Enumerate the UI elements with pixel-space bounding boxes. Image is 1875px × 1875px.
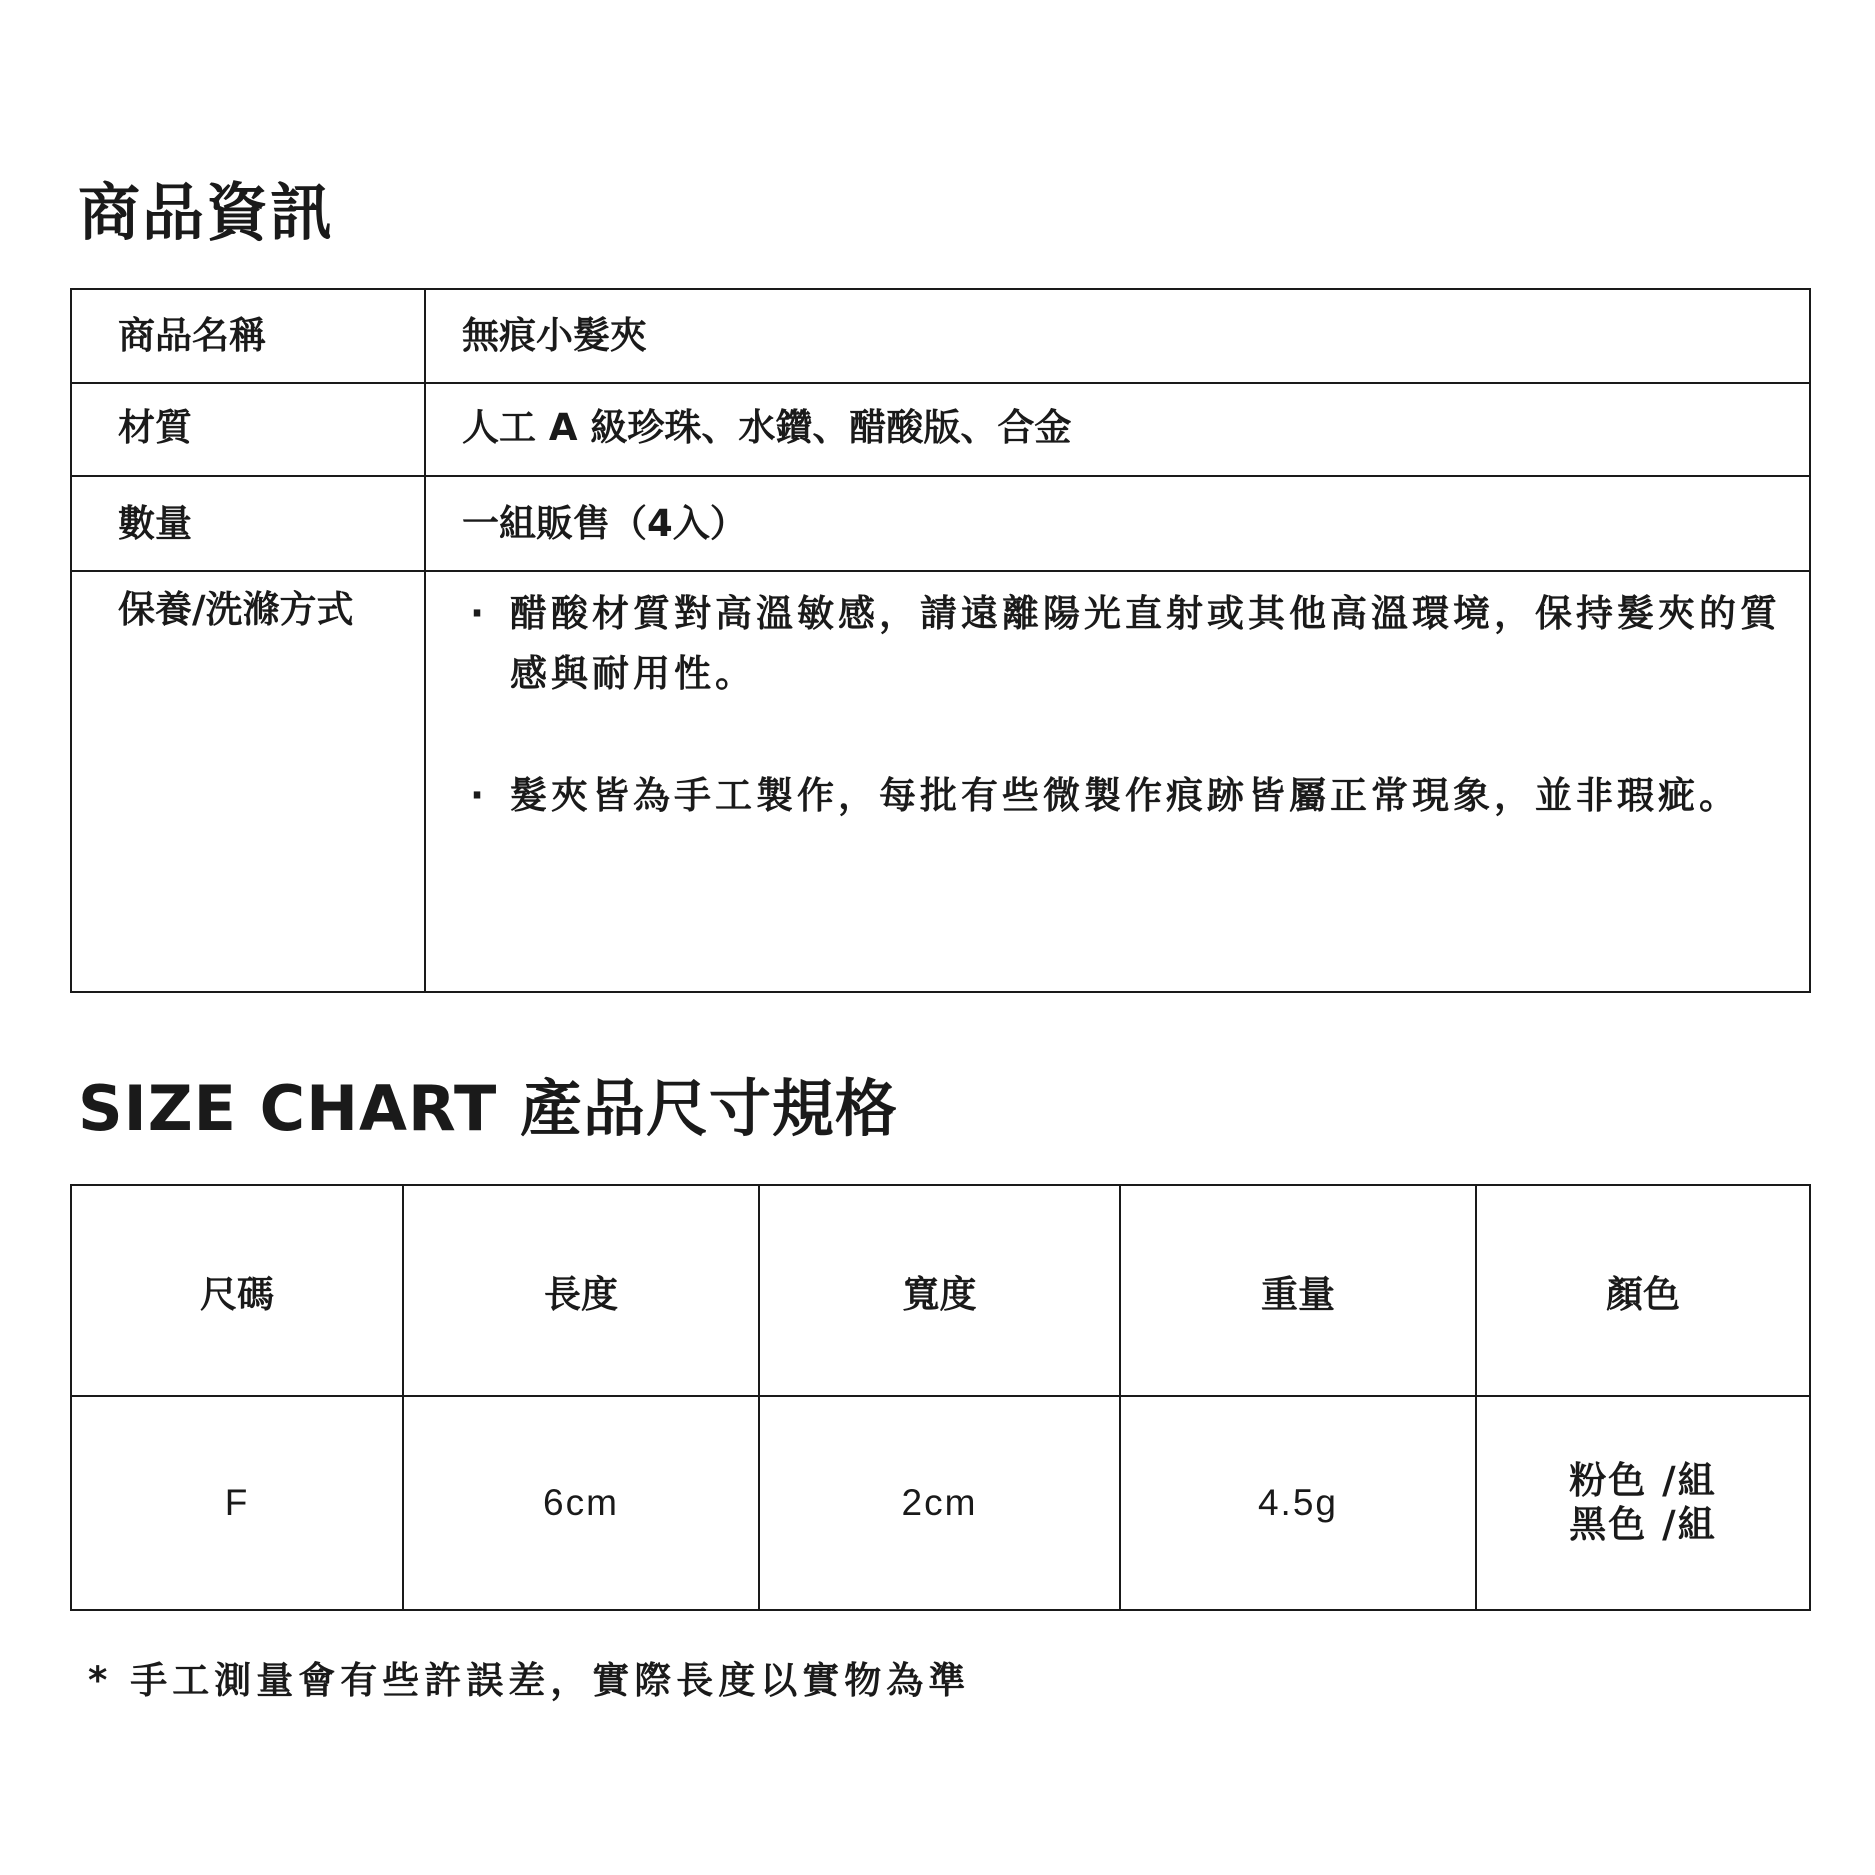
cell-colors xyxy=(1476,1396,1810,1610)
material-label: 材質 xyxy=(71,383,425,476)
header-weight: 重量 xyxy=(1120,1185,1476,1396)
care-label: 保養/洗滌方式 xyxy=(71,571,425,992)
quantity-label: 數量 xyxy=(71,476,425,571)
color-option: 粉色 /組 xyxy=(1569,1459,1717,1502)
list-item xyxy=(462,766,1809,826)
table-row xyxy=(71,383,1810,476)
cell-weight: 4.5g xyxy=(1120,1396,1476,1610)
product-info-table xyxy=(70,288,1811,993)
cell-width: 2cm xyxy=(759,1396,1120,1610)
table-row xyxy=(71,571,1810,992)
table-row xyxy=(71,476,1810,571)
quantity-value: 一組販售（4入） xyxy=(425,476,1810,571)
product-name-value: 無痕小髮夾 xyxy=(425,289,1810,383)
size-chart-table xyxy=(70,1184,1811,1611)
table-row xyxy=(71,1396,1810,1610)
care-value xyxy=(425,571,1810,992)
list-item xyxy=(462,584,1809,704)
cell-length: 6cm xyxy=(403,1396,759,1610)
bullet: · xyxy=(470,592,489,635)
care-text: 髮夾皆為手工製作，每批有些微製作痕跡皆屬正常現象，並非瑕疵。 xyxy=(510,774,1740,817)
table-row xyxy=(71,289,1810,383)
header-size: 尺碼 xyxy=(71,1185,403,1396)
material-value: 人工 A 級珍珠、水鑽、醋酸版、合金 xyxy=(425,383,1810,476)
care-list xyxy=(462,572,1809,826)
table-header-row xyxy=(71,1185,1810,1396)
size-chart-title: SIZE CHART 產品尺寸規格 xyxy=(78,1072,898,1145)
bullet: · xyxy=(470,774,489,817)
header-width: 寬度 xyxy=(759,1185,1120,1396)
product-info-title: 商品資訊 xyxy=(78,176,335,249)
color-option: 黑色 /組 xyxy=(1569,1503,1717,1546)
header-length: 長度 xyxy=(403,1185,759,1396)
care-text: 醋酸材質對高溫敏感，請遠離陽光直射或其他高溫環境，保持髮夾的質感與耐用性。 xyxy=(510,592,1781,695)
footnote: * 手工測量會有些許誤差，實際長度以實物為準 xyxy=(88,1659,971,1702)
cell-size: F xyxy=(71,1396,403,1610)
product-name-label: 商品名稱 xyxy=(71,289,425,383)
header-color: 顏色 xyxy=(1476,1185,1810,1396)
